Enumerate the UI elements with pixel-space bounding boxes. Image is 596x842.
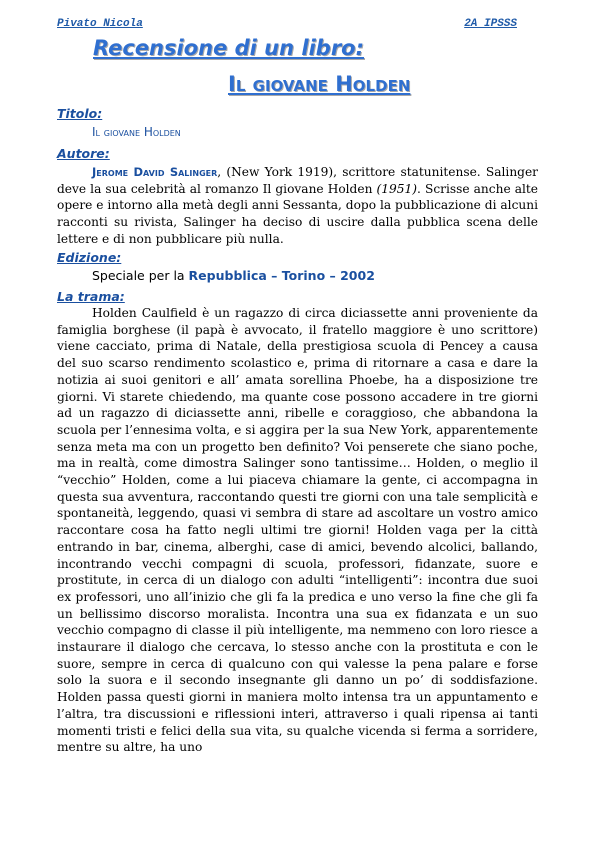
edition-line [92, 268, 375, 283]
section-label-trama: La trama: [57, 289, 125, 304]
author-paragraph [57, 164, 538, 248]
section-label-autore: Autore: [57, 146, 110, 161]
header-author: Pivato Nicola [57, 18, 143, 30]
author-text-2: . Scrisse anche alte opere e intorno alla metà degli anni Sessanta, dopo la pubblicazione di alcuni racconti su rivista, Salinger ha deciso di uscire dalla pubblica scena delle lettere e di non pubblicare più nulla. [57, 181, 538, 246]
header-class: 2A IPSSS [464, 18, 517, 30]
plot-paragraph: Holden Caulfield è un ragazzo di circa diciassette anni proveniente da famiglia borghese (il papà è avvocato, il fratello maggiore è uno scrittore) viene cacciato, prima di Natale, della prestigiosa scuola di Pencey a causa del suo scarso rendimento scolastico e, prima di ritornare a casa e dare la notizia ai suoi genitori e all’ amata sorellina Phoebe, ha a disposizione tre giorni. Vi starete chiedendo, ma quante cose possono accadere in tre giorni ad un ragazzo di diciassette anni, ribelle e coraggioso, che abbandona la scuola per l’ennesima volta, e si aggira per la sua New York, apparentemente senza meta ma con un progetto ben definito? Voi penserete che siano poche, ma in realtà, come dimostra Salinger sono tantissime… Holden, o meglio il “vecchio” Holden, come a lui piaceva chiamare la gente, ci accompagna in questa sua avventura, raccontando questi tre giorni con una tale semplicità e spontaneità, leggendo, quasi vi sembra di stare ad ascoltare un vostro amico raccontare cosa ha fatto negli ultimi tre giorni! Holden vaga per la città entrando in bar, cinema, alberghi, case di amici, bevendo alcolici, ballando, incontrando vecchi compagni di scuola, professori, fidanzate, suore e prostitute, in cerca di un dialogo con adulti “intelligenti”: incontra due suoi ex professori, uno all’inizio che gli fa la predica e uno verso la fine che gli fa un bellissimo discorso moralista. Incontra una sua ex fidanzata e un suo vecchio compagno di classe il più intelligente, ma nemmeno con loro riesce a instaurare il dialogo che cercava, lo stesso anche con la prostituta e con le suore, sempre in cerca di qualcuno con qui valesse la pena palare e forse solo la suora e il secondo insegnante gli danno un po’ di soddisfazione. Holden passa questi giorni in maniera molto intensa tra un appuntamento e l’altra, tra discussioni e riflessioni interi, attraverso i quali ripensa ai tanti momenti tristi e felici della sua vita, su qualche vicenda si ferma a sorridere, mentre su altre, ha uno [57, 306, 538, 755]
book-title-value: Il giovane Holden [92, 125, 181, 139]
section-label-edizione: Edizione: [57, 250, 122, 265]
edition-prefix: Speciale per la [92, 268, 189, 283]
author-year: (1951) [376, 181, 418, 196]
section-label-titolo: Titolo: [57, 106, 103, 121]
edition-suffix: – Torino – 2002 [266, 268, 375, 283]
author-text-1: , (New York 1919), scrittore statunitense. Salinger deve la sua celebrità al romanzo Il giovane Holden [57, 165, 539, 196]
page-title: Recensione di un libro: [93, 36, 365, 60]
edition-newspaper: Repubblica [188, 268, 267, 283]
author-name: Jerome David Salinger [92, 165, 218, 179]
book-title-heading: Il giovane Holden [228, 72, 411, 96]
